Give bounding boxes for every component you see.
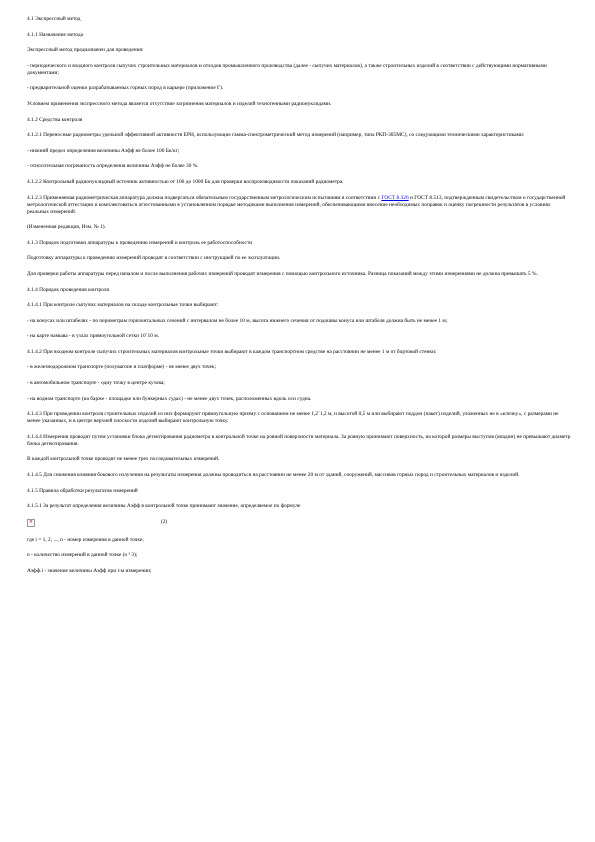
paragraph: 4.1.4.1 При контроле сыпучих материалов на складе контрольные точки выбирают:: [27, 302, 219, 309]
list-item: - в автомобильном транспорте - одну точку в центре кузова;: [27, 380, 165, 387]
paragraph: где i = 1, 2, ..., n - номер измерения в данной точке;: [27, 536, 144, 543]
paragraph: Условием применения экспрессного метода является отсутствие загрязнения материалов и изделий техногенными радионуклидами.: [27, 100, 332, 107]
section-heading: 4.1 Экспрессный метод: [27, 16, 81, 22]
subsection-heading: 4.1.1 Назначение метода: [27, 31, 83, 38]
amendment-note: (Измененная редакция, Изм. № 1).: [27, 224, 106, 231]
subsection-heading: 4.1.4 Порядок проведения контроля: [27, 286, 109, 293]
paragraph: 4.1.4.4 Измерения проводят путем установки блока детектирования радиометра в контрольной точке на ровной поверхности материала. За ровную принимают поверхность, на которой размеры выступов (впадин) не превышают диаметр блока детектирования.: [27, 433, 571, 447]
formula-number: (2): [161, 519, 168, 526]
list-item: - периодического и входного контроля сыпучих строительных материалов и отходов промышленного производства (далее - сыпучих материалов), а также строительных изделий в соответствии с действующими нормативными документами;: [27, 62, 547, 76]
paragraph-text: 4.1.2.3 Применяемая радиометрическая аппаратура должна подвергаться обязательным государственным метрологическим испытаниям в соответствии с: [27, 194, 382, 201]
paragraph-text: и ГОСТ 8.513, подтвержденным свидетельством о государственной метрологической аттестации и комплектоваться аттестованными в установленном порядке методиками выполнения измерений, обеспечивающими внесение необходимых поправок и оценку погрешности результатов в условиях реальных измерений.: [27, 194, 566, 215]
broken-image-icon: ×: [28, 519, 34, 526]
paragraph: 4.1.4.5 Для снижения влияния бокового излучения на результаты измерения должны проводиться на расстоянии не менее 20 м от зданий, сооружений, массивов горных пород и строительных материалов и изделий.: [27, 472, 520, 479]
paragraph: Для проверки работы аппаратуры перед началом и после выполнения рабочих измерений проводят измерения с помощью контрольного источника. Разница показаний между этими измерениями не должна превышать 5 %.: [27, 270, 538, 277]
subsection-heading: 4.1.2 Средства контроля: [27, 116, 83, 123]
formula-row: [27, 519, 572, 527]
paragraph: 4.1.4.2 При входном контроле сыпучих строительных материалов контрольные точки выбирают в каждом транспортном средстве на расстоянии не менее 1 м от бортовой стенки:: [27, 348, 437, 355]
list-item: - на конусах или штабелях - по периметрам горизонтальных сечений с интервалом не более 10 м, высота нижнего сечения от подошвы конуса или штабеля должна быть не менее 1 м;: [27, 317, 448, 324]
list-item: - на водном транспорте (на барже - площадке или бункерных судах) - не менее двух точек, расположенных вдоль оси судна.: [27, 395, 312, 402]
paragraph: [27, 195, 572, 216]
subsection-heading: 4.1.5 Правила обработки результатов измерений: [27, 487, 138, 494]
paragraph: Экспрессный метод предназначен для проведения:: [27, 47, 144, 54]
list-item: - относительная погрешность определения величины Аэфф не более 30 %.: [27, 163, 199, 170]
list-item: - на карте намыва - в узлах прямоугольной сетки 10´10 м.: [27, 333, 159, 340]
paragraph: 4.1.2.1 Переносные радиометры удельной эффективной активности ЕРН, использующие гамма-спектрометрический метод измерений (например, типа РКП-305МС), со следующими техническими характеристиками:: [27, 132, 525, 139]
list-item: - в железнодорожном транспорте (полувагоне и платформе) - не менее двух точек;: [27, 364, 217, 371]
paragraph: 4.1.4.3 При проведении контроля строительных изделий из них формируют прямоугольную призму с основанием не менее 1,2´1,2 м, и высотой 0,5 м или выбирают поддон (пакет) изделий, уложенных не в «елочку», с размерами не менее указанных, и в центре верхней плоскости изделий выбирают контрольную точку.: [27, 411, 559, 425]
paragraph: 4.1.5.1 За результат определения величины Аэфф в контрольной точке принимают значение, определяемое по формуле: [27, 503, 301, 510]
gost-8-326-link[interactable]: ГОСТ 8.326: [381, 194, 409, 201]
list-item: - предварительной оценки разрабатываемых горных пород в карьере (приложение Г).: [27, 85, 224, 92]
paragraph: В каждой контрольной точке проводят не менее трех последовательных измерений.: [27, 456, 220, 463]
document-page: [27, 16, 572, 584]
subsection-heading: 4.1.3 Порядок подготовки аппаратуры к проведению измерений и контроль ее работоспособности: [27, 239, 253, 246]
paragraph: Подготовку аппаратуры к проведению измерений проводят в соответствии с инструкцией по ее эксплуатации.: [27, 255, 281, 262]
paragraph: 4.1.2.2 Контрольный радионуклидный источник активностью от 100 до 1000 Бк для проверки воспроизводимости показаний радиометра.: [27, 178, 344, 185]
list-item: - нижний предел определения величины Аэфф не более 100 Бк/кг;: [27, 147, 180, 154]
paragraph: Аэфф.i - значение величины Аэфф при i-м измерении;: [27, 568, 152, 574]
paragraph: n - количество измерений в данной точке (n ³ 3);: [27, 552, 138, 559]
